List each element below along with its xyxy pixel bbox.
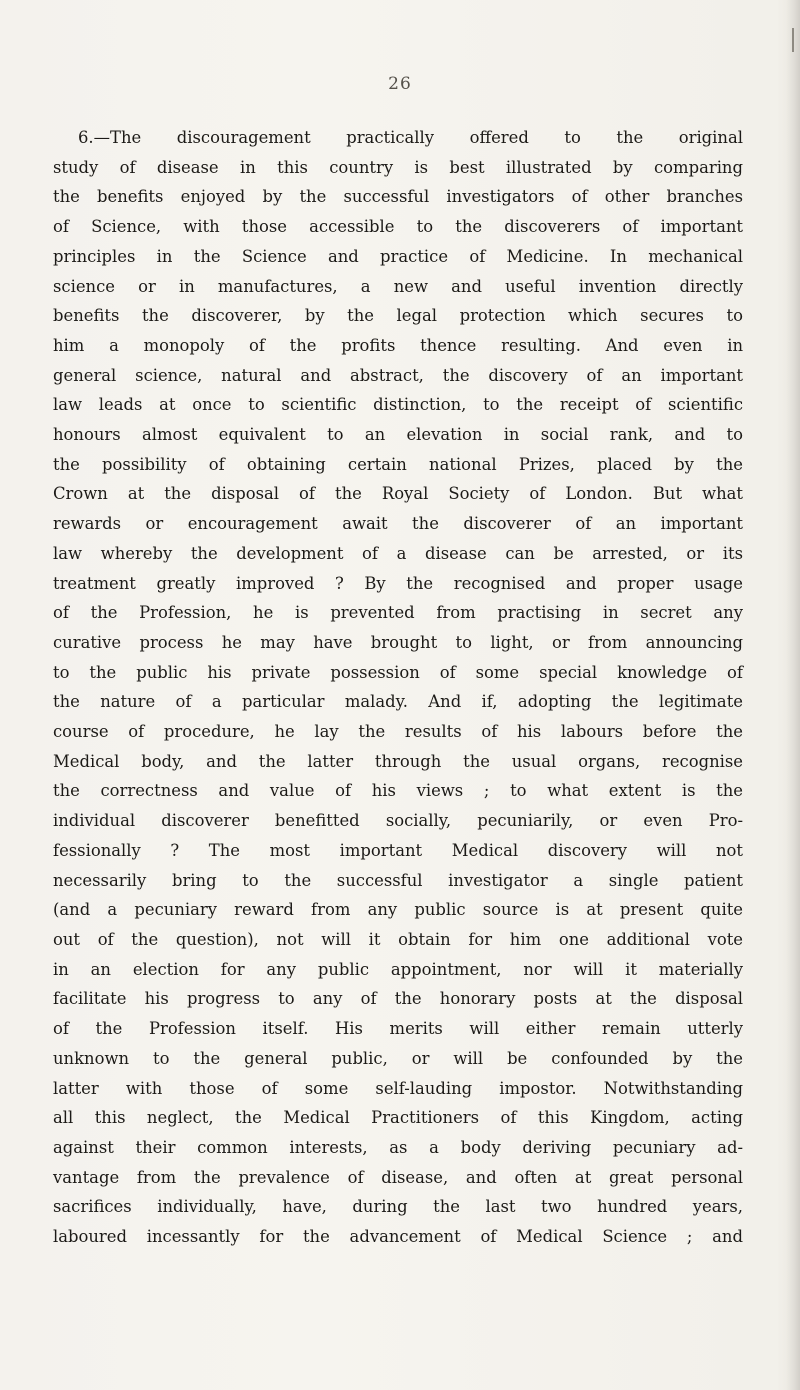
text-line: him a monopoly of the profits thence resulting. And even in: [53, 335, 743, 355]
text-line: (and a pecuniary reward from any public source is at present quite: [53, 900, 743, 920]
text-line: fessionally ? The most important Medical discovery will not: [53, 840, 743, 860]
text-line: curative process he may have brought to light, or from announcing: [53, 632, 743, 652]
text-line: of Science, with those accessible to the discoverers of important: [53, 217, 743, 237]
text-line: out of the question), not will it obtain for him one additional vote: [53, 929, 743, 949]
text-line: individual discoverer benefitted socially, pecuniarily, or even Pro-: [53, 811, 743, 831]
text-line: the possibility of obtaining certain national Prizes, placed by the: [53, 454, 743, 474]
text-line: law leads at once to scientific distinction, to the receipt of scientific: [53, 395, 743, 415]
text-line: unknown to the general public, or will be confounded by the: [53, 1048, 743, 1068]
text-line: of the Profession, he is prevented from practising in secret any: [53, 603, 743, 623]
text-line: the nature of a particular malady. And if, adopting the legitimate: [53, 692, 743, 712]
text-line: in an election for any public appointment, nor will it materially: [53, 959, 743, 979]
text-line: benefits the discoverer, by the legal protection which secures to: [53, 306, 743, 326]
text-line: necessarily bring to the successful investigator a single patient: [53, 870, 743, 890]
text-line: principles in the Science and practice of Medicine. In mechanical: [53, 246, 743, 266]
text-line: facilitate his progress to any of the honorary posts at the disposal: [53, 989, 743, 1009]
page-number: 26: [388, 74, 412, 94]
text-line: sacrifices individually, have, during the last two hundred years,: [53, 1197, 743, 1217]
page-edge-shadow: [786, 0, 800, 1390]
text-line: 6.—The discouragement practically offered to the original: [78, 128, 743, 147]
text-line: law whereby the development of a disease can be arrested, or its: [53, 543, 743, 563]
text-line: all this neglect, the Medical Practitioners of this Kingdom, acting: [53, 1108, 743, 1128]
text-line: vantage from the prevalence of disease, and often at great personal: [53, 1167, 743, 1187]
text-line: the correctness and value of his views ; to what extent is the: [53, 781, 743, 801]
text-line: the benefits enjoyed by the successful investigators of other branches: [53, 187, 743, 207]
text-line: rewards or encouragement await the discoverer of an important: [53, 514, 743, 534]
text-line: Crown at the disposal of the Royal Society of London. But what: [53, 484, 743, 504]
text-line: science or in manufactures, a new and useful invention directly: [53, 276, 743, 296]
text-line: honours almost equivalent to an elevation in social rank, and to: [53, 425, 743, 445]
text-line: to the public his private possession of some special knowledge of: [53, 662, 743, 682]
text-line: general science, natural and abstract, the discovery of an important: [53, 365, 743, 385]
text-line: of the Profession itself. His merits will either remain utterly: [53, 1019, 743, 1039]
text-line: Medical body, and the latter through the usual organs, recognise: [53, 751, 743, 771]
text-line: study of disease in this country is best illustrated by comparing: [53, 157, 743, 177]
text-line: course of procedure, he lay the results of his labours before the: [53, 722, 743, 742]
text-line: treatment greatly improved ? By the recognised and proper usage: [53, 573, 743, 593]
text-line: against their common interests, as a body deriving pecuniary ad-: [53, 1137, 743, 1157]
text-line: latter with those of some self-lauding impostor. Notwithstanding: [53, 1078, 743, 1098]
page-edge-mark: [792, 28, 794, 52]
text-line: laboured incessantly for the advancement of Medical Science ; and: [53, 1227, 743, 1247]
paragraph-6: [53, 123, 743, 1252]
